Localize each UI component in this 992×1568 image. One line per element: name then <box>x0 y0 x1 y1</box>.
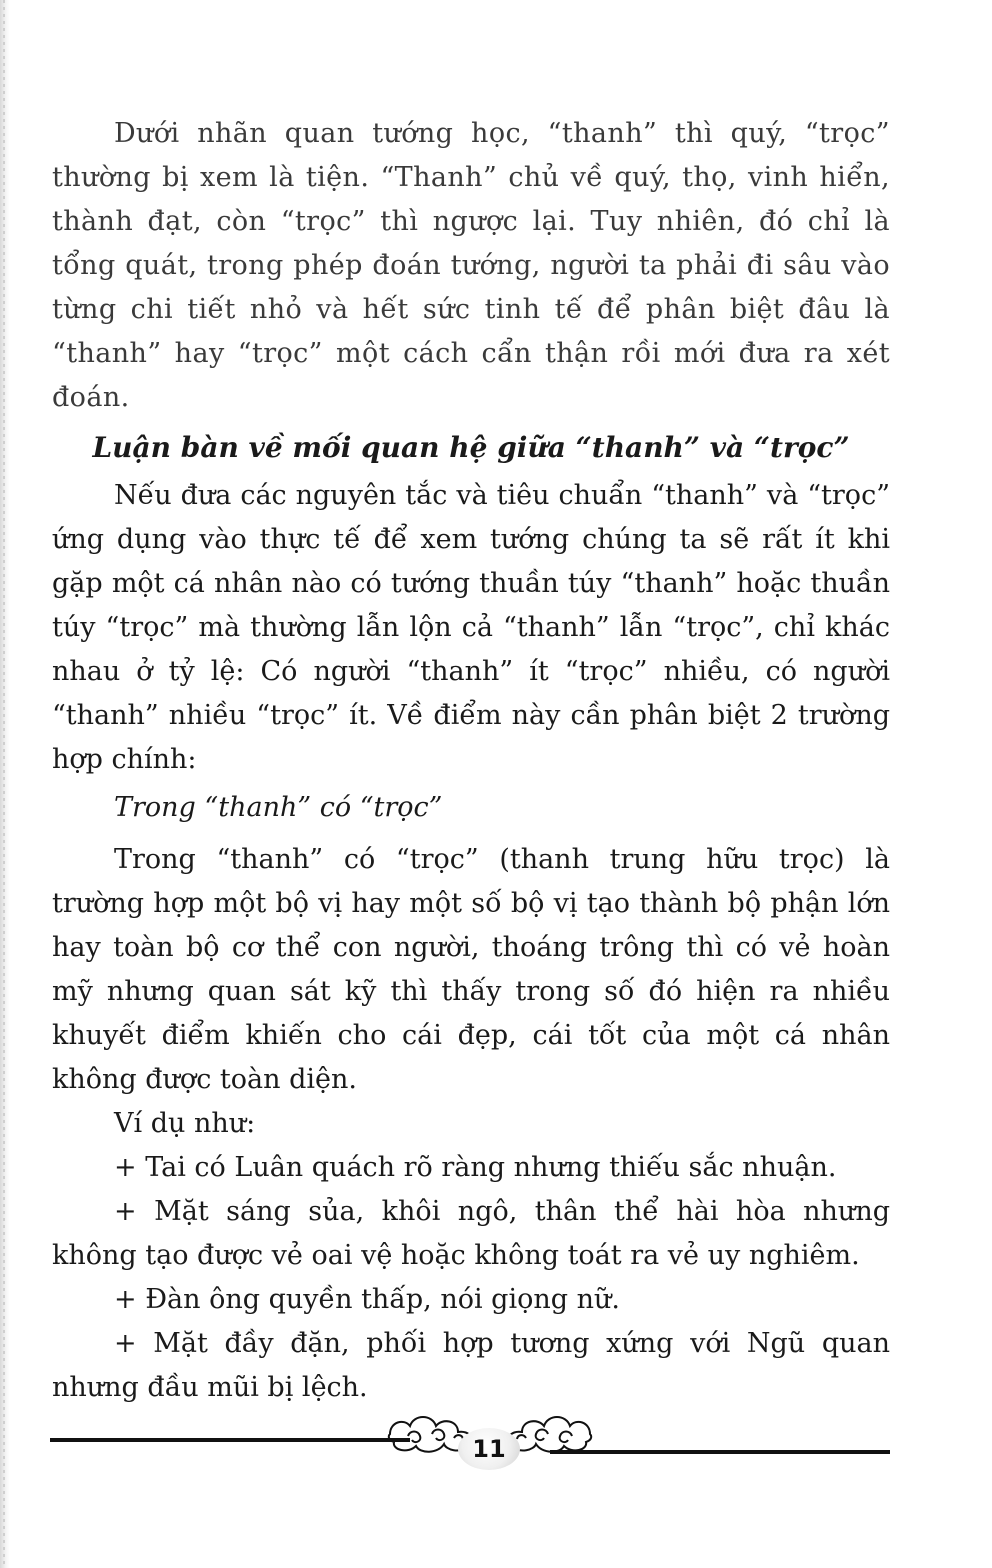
footer-rule-right <box>550 1450 890 1454</box>
section-heading: Luận bàn về mối quan hệ giữa “thanh” và “trọc” <box>92 431 850 464</box>
page-footer <box>50 1400 892 1480</box>
example-intro: Ví dụ như: <box>114 1108 256 1139</box>
example-item: + Mặt đầy đặn, phối hợp tương xứng với Ngũ quan nhưng đầu mũi bị lệch. <box>52 1328 890 1403</box>
page-binding-edge <box>0 0 10 1568</box>
example-item: + Tai có Luân quách rõ ràng nhưng thiếu sắc nhuận. <box>114 1152 837 1183</box>
intro-paragraph: Dưới nhãn quan tướng học, “thanh” thì quý, “trọc” thường bị xem là tiện. “Thanh” chủ về quý, thọ, vinh hiển, thành đạt, còn “trọc” thì ngược lại. Tuy nhiên, đó chỉ là tổng quát, trong phép đoán tướng, người ta phải đi sâu vào từng chi tiết nhỏ và hết sức tinh tế để phân biệt đâu là “thanh” hay “trọc” một cách cẩn thận rồi mới đưa ra xét đoán. <box>52 118 890 413</box>
relationship-paragraph: Nếu đưa các nguyên tắc và tiêu chuẩn “thanh” và “trọc” ứng dụng vào thực tế để xem tướng chúng ta sẽ rất ít khi gặp một cá nhân nào có tướng thuần túy “thanh” hoặc thuần túy “trọc” mà thường lẫn lộn cả “thanh” lẫn “trọc”, chỉ khác nhau ở tỷ lệ: Có người “thanh” ít “trọc” nhiều, có người “thanh” nhiều “trọc” ít. Về điểm này cần phân biệt 2 trường hợp chính: <box>52 480 890 775</box>
example-item: + Mặt sáng sủa, khôi ngô, thân thể hài hòa nhưng không tạo được vẻ oai vệ hoặc không toát ra vẻ uy nghiêm. <box>52 1196 890 1271</box>
explanation-paragraph: Trong “thanh” có “trọc” (thanh trung hữu trọc) là trường hợp một bộ vị hay một số bộ vị tạo thành bộ phận lớn hay toàn bộ cơ thể con người, thoáng trông thì có vẻ hoàn mỹ nhưng quan sát kỹ thì thấy trong số đó hiện ra nhiều khuyết điểm khiến cho cái đẹp, cái tốt của một cá nhân không được toàn diện. <box>52 844 890 1095</box>
body-text <box>52 112 890 1410</box>
example-item: + Đàn ông quyền thấp, nói giọng nữ. <box>114 1284 620 1315</box>
footer-rule-left <box>50 1438 410 1442</box>
page-number: 11 <box>458 1428 520 1470</box>
subsection-heading: Trong “thanh” có “trọc” <box>114 792 443 823</box>
